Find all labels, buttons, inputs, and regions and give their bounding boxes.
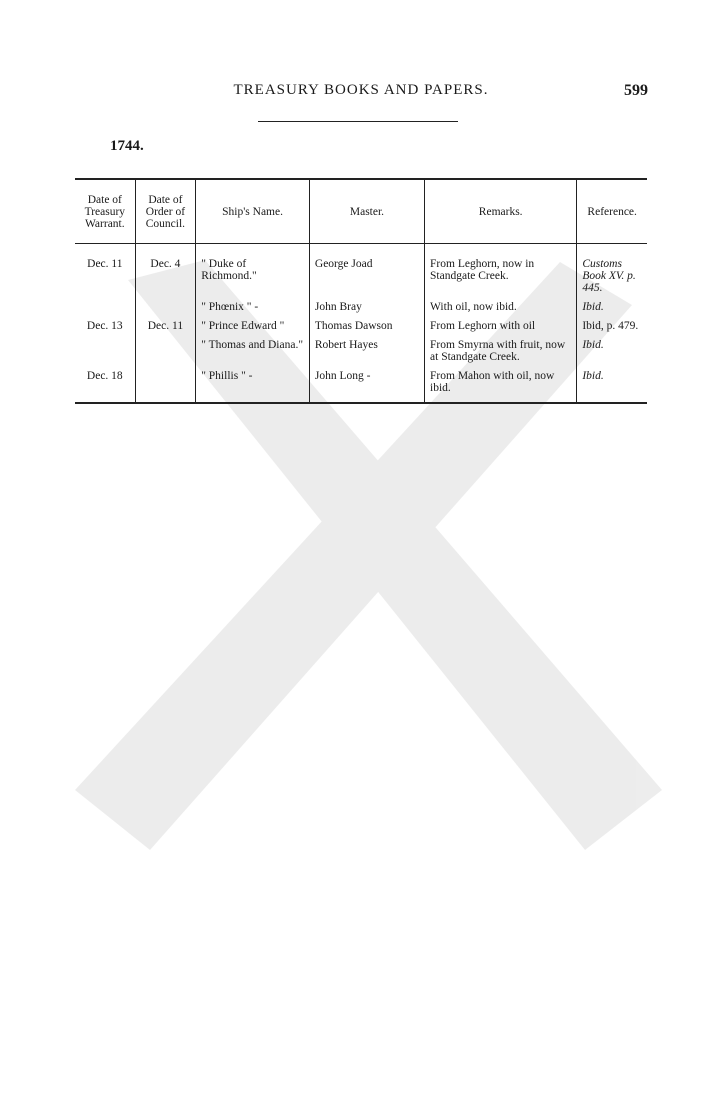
remarks: From Leghorn with oil — [425, 315, 577, 334]
table-row — [75, 315, 647, 334]
treasury-warrant-date: Dec. 13 — [86, 320, 123, 332]
ship-name: " Phœnix " - — [196, 296, 310, 315]
treasury-warrant-date: Dec. 18 — [75, 365, 135, 403]
header-rule — [258, 121, 458, 122]
treasury-warrant-date — [75, 334, 135, 365]
master-name: John Long - — [309, 365, 424, 403]
order-of-council-date — [135, 296, 196, 315]
table-header-row — [75, 179, 647, 244]
reference: Ibid, p. 479. — [577, 315, 647, 334]
ship-name: " Thomas and Diana." — [196, 334, 310, 365]
year-heading: 1744. — [110, 138, 144, 154]
treasury-warrant-date — [75, 296, 135, 315]
ship-name: " Phillis " - — [196, 365, 310, 403]
table-row — [75, 365, 647, 403]
master-name: Thomas Dawson — [309, 315, 424, 334]
order-of-council-date: Dec. 4 — [135, 244, 196, 297]
remarks: From Leghorn, now in Standgate Creek. — [425, 244, 577, 297]
reference: Ibid. — [577, 296, 647, 315]
ship-name: " Prince Edward " — [196, 315, 310, 334]
table-row — [75, 244, 647, 297]
master-name: Robert Hayes — [309, 334, 424, 365]
table-row — [75, 334, 647, 365]
remarks: From Smyrna with fruit, now at Standgate Creek. — [425, 334, 577, 365]
master-name: John Bray — [309, 296, 424, 315]
header-treasury-warrant-date: Date of Treasury Warrant. — [75, 179, 135, 244]
header-reference: Reference. — [577, 179, 647, 244]
remarks: From Mahon with oil, now ibid. — [425, 365, 577, 403]
remarks: With oil, now ibid. — [425, 296, 577, 315]
header-order-of-council-date: Date of Order of Council. — [135, 179, 196, 244]
header-ship-name: Ship's Name. — [196, 179, 310, 244]
reference: Ibid. — [577, 365, 647, 403]
order-of-council-date — [135, 334, 196, 365]
reference: Ibid. — [577, 334, 647, 365]
treasury-warrant-date: Dec. 11 — [87, 258, 123, 270]
running-head: TREASURY BOOKS AND PAPERS. — [233, 82, 489, 98]
ship-name: " Duke of Richmond." — [196, 244, 310, 297]
order-of-council-date: Dec. 11 — [135, 315, 196, 334]
page-number: 599 — [624, 82, 648, 99]
ship-table — [75, 178, 647, 404]
header-remarks: Remarks. — [425, 179, 577, 244]
order-of-council-date — [135, 365, 196, 403]
header-master: Master. — [309, 179, 424, 244]
table-row — [75, 296, 647, 315]
reference: Customs Book XV. p. 445. — [577, 244, 647, 297]
master-name: George Joad — [309, 244, 424, 297]
